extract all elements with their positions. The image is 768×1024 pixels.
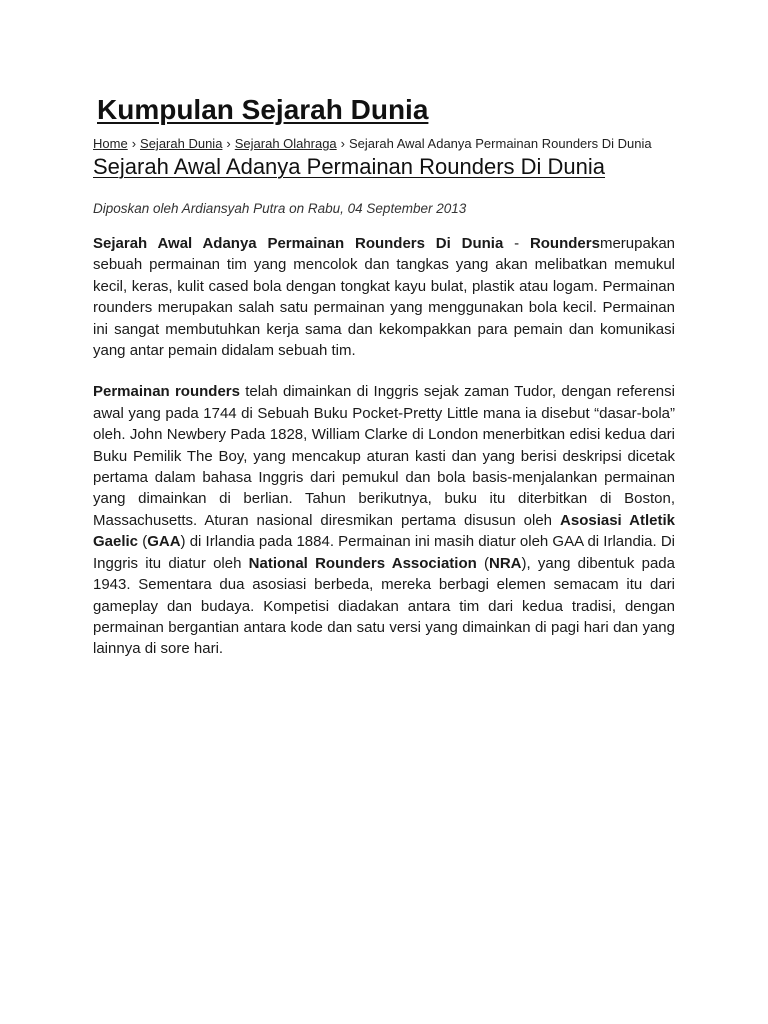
breadcrumb-current: Sejarah Awal Adanya Permainan Rounders Di Dunia — [349, 136, 652, 151]
bold-text: GAA — [147, 533, 181, 551]
body-text: ), yang dibentuk pada 1943. Sementara dua asosiasi berbeda, mereka berbagi elemen semacam itu dari gameplay dan budaya. Kompetisi diadakan antara tim dari kedua tradisi, dengan permainan bergantian antara kode dan satu versi yang dimainkan di pagi hari dan yang lainnya di sore hari. — [93, 554, 675, 658]
body-text: ) di Irlandia pada 1884. Permainan ini masih diatur oleh GAA di Irlandia. Di Inggris itu diatur oleh — [93, 533, 675, 572]
body-text: ( — [476, 554, 490, 572]
post-meta: Diposkan oleh Ardiansyah Putra on Rabu, 04 September 2013 — [93, 201, 467, 216]
paragraph-2 — [93, 381, 675, 659]
body-text: ( — [138, 533, 148, 551]
breadcrumb-separator: › — [340, 136, 346, 151]
breadcrumb-sejarah-olahraga-link[interactable]: Sejarah Olahraga — [234, 136, 337, 151]
bold-text: National Rounders Association — [248, 554, 477, 572]
post-body — [93, 233, 675, 680]
breadcrumb-separator: › — [131, 136, 137, 151]
bold-text: Sejarah Awal Adanya Permainan Rounders Di Dunia — [93, 235, 504, 252]
site-title[interactable]: Kumpulan Sejarah Dunia — [97, 94, 429, 125]
breadcrumb-home-link[interactable]: Home — [93, 136, 128, 151]
body-text: - — [503, 235, 530, 252]
bold-text: Rounders — [529, 235, 600, 252]
body-text: merupakan sebuah permainan tim yang mencolok dan tangkas yang akan melibatkan memukul kecil, keras, kulit cased bola dengan tongkat kayu bulat, plastik atau logam. Permainan rounders merupakan salah satu permainan yang menggunakan bola kecil. Permainan ini sangat membutuhkan kerja sama dan kekompakkan para pemain dan komunikasi yang antar pemain didalam sebuah tim. — [93, 235, 675, 360]
paragraph-1 — [93, 233, 675, 361]
breadcrumb-sejarah-dunia-link[interactable]: Sejarah Dunia — [140, 136, 223, 151]
bold-text: NRA — [489, 554, 522, 572]
bold-text: Permainan rounders — [93, 383, 240, 401]
breadcrumb — [93, 136, 652, 151]
bold-text: Asosiasi Atletik Gaelic — [93, 511, 675, 551]
breadcrumb-separator: › — [226, 136, 231, 151]
post-title[interactable]: Sejarah Awal Adanya Permainan Rounders Di Dunia — [93, 154, 606, 179]
body-text: telah dimainkan di Inggris sejak zaman Tudor, dengan referensi awal yang pada 1744 di Sebuah Buku Pocket-Pretty Little mana ia disebut “dasar-bola” oleh. John Newbery Pada 1828, William Clarke di London menerbitkan edisi kedua dari Buku Pemilik The Boy, yang mencakup aturan kasti dan yang berisi deskripsi dicetak pertama dalam bahasa Inggris dari pemukul dan bola basis-menjalankan permainan yang dimainkan di berlian. Tahun berikutnya, buku itu diterbitkan di Boston, Massachusetts. Aturan nasional diresmikan pertama disusun oleh — [93, 383, 675, 529]
